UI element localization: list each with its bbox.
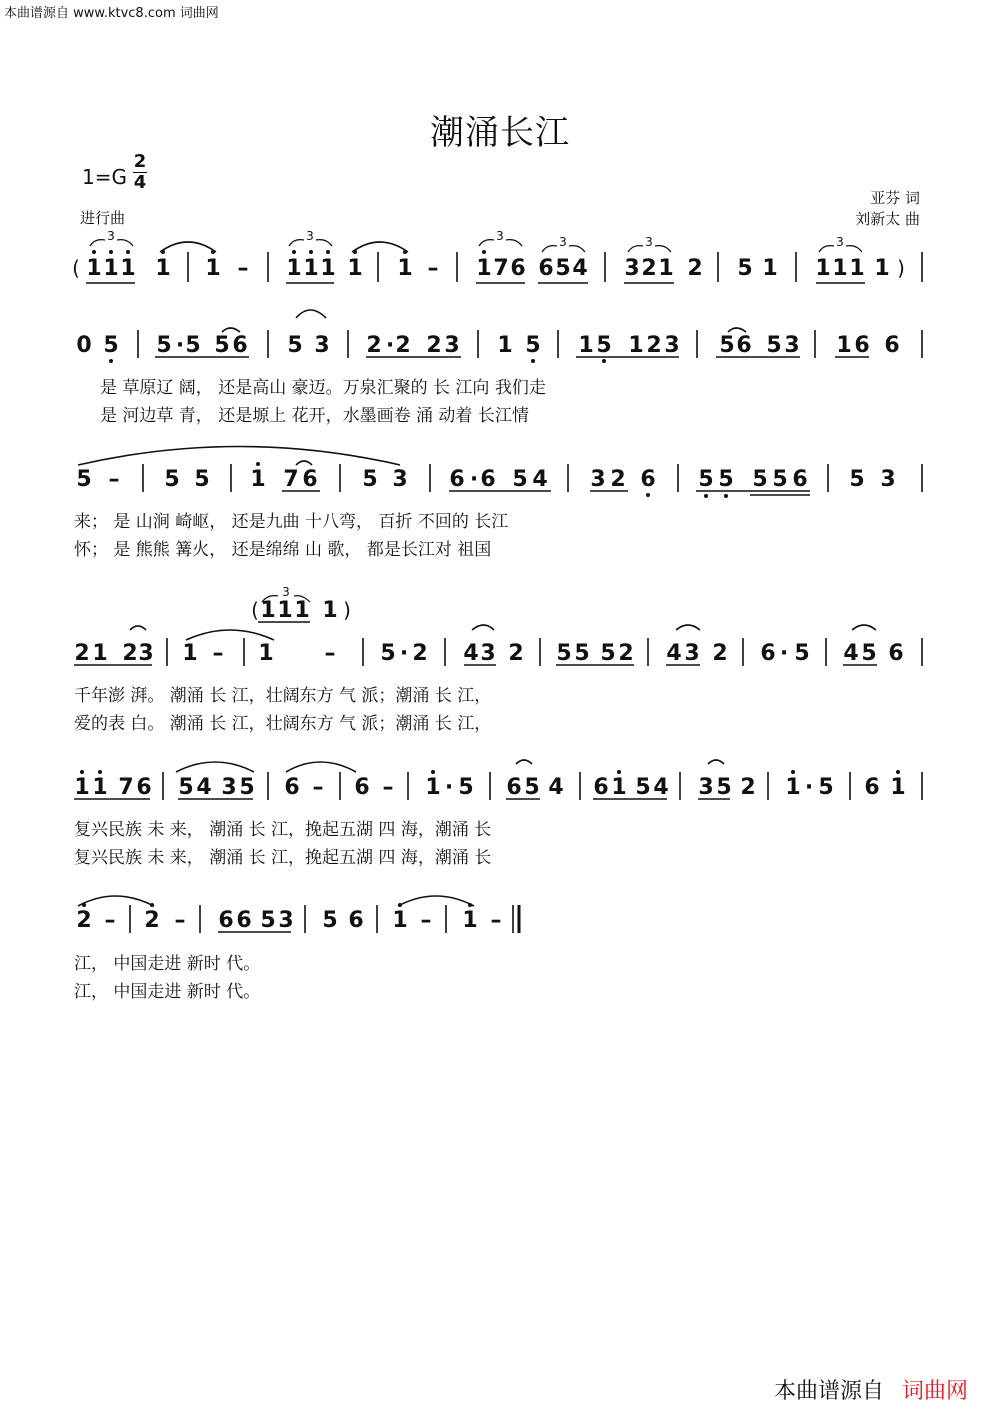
svg-text:6: 6 bbox=[792, 467, 808, 492]
svg-text:6: 6 bbox=[884, 333, 900, 358]
svg-text:2: 2 bbox=[712, 641, 728, 666]
svg-text:5: 5 bbox=[574, 641, 590, 666]
svg-text:5: 5 bbox=[766, 333, 782, 358]
svg-text:1: 1 bbox=[92, 641, 108, 666]
svg-text:3: 3 bbox=[480, 641, 496, 666]
svg-text:5: 5 bbox=[524, 775, 540, 800]
svg-text:5: 5 bbox=[719, 333, 735, 358]
svg-text:6: 6 bbox=[640, 467, 656, 492]
svg-text:3: 3 bbox=[392, 467, 408, 492]
svg-text:·: · bbox=[469, 467, 479, 492]
svg-text:5: 5 bbox=[362, 467, 378, 492]
svg-text:3: 3 bbox=[282, 585, 290, 599]
svg-text:3: 3 bbox=[444, 333, 460, 358]
svg-text:): ) bbox=[897, 256, 905, 280]
svg-text:(: ( bbox=[72, 256, 80, 280]
key-signature: 1=G bbox=[82, 165, 127, 189]
svg-text:1: 1 bbox=[890, 775, 906, 800]
svg-text:2: 2 bbox=[395, 333, 411, 358]
svg-text:3: 3 bbox=[880, 467, 896, 492]
svg-text:1: 1 bbox=[277, 598, 293, 623]
svg-text:1: 1 bbox=[303, 256, 319, 281]
svg-text:1: 1 bbox=[205, 256, 221, 281]
svg-text:1: 1 bbox=[849, 256, 865, 281]
svg-text:6: 6 bbox=[354, 775, 370, 800]
svg-text:–: – bbox=[104, 908, 116, 933]
svg-text:5: 5 bbox=[260, 908, 276, 933]
lyric-row6-verse2: 江， 中国走进 新时 代。 bbox=[74, 982, 261, 1002]
time-bottom: 4 bbox=[133, 172, 147, 193]
svg-text:1: 1 bbox=[103, 256, 119, 281]
svg-text:1: 1 bbox=[250, 467, 266, 492]
svg-text:6: 6 bbox=[736, 333, 752, 358]
svg-text:–: – bbox=[382, 775, 394, 800]
svg-text:1: 1 bbox=[611, 775, 627, 800]
svg-text:2: 2 bbox=[610, 467, 626, 492]
svg-text:·: · bbox=[385, 333, 395, 358]
svg-text:6: 6 bbox=[348, 908, 364, 933]
svg-text:6: 6 bbox=[593, 775, 609, 800]
svg-text:1: 1 bbox=[347, 256, 363, 281]
svg-text:5: 5 bbox=[600, 641, 616, 666]
svg-text:6: 6 bbox=[854, 333, 870, 358]
time-top: 2 bbox=[133, 151, 147, 172]
svg-text:1: 1 bbox=[658, 256, 674, 281]
svg-text:1: 1 bbox=[497, 333, 513, 358]
svg-text:6: 6 bbox=[449, 467, 465, 492]
svg-text:–: – bbox=[324, 641, 336, 666]
footer-watermark bbox=[774, 1374, 968, 1405]
svg-text:5: 5 bbox=[556, 641, 572, 666]
svg-text:1: 1 bbox=[762, 256, 778, 281]
svg-text:5: 5 bbox=[555, 256, 571, 281]
svg-text:5: 5 bbox=[76, 467, 92, 492]
svg-text:2: 2 bbox=[412, 641, 428, 666]
svg-text:2: 2 bbox=[76, 908, 92, 933]
svg-text:6: 6 bbox=[218, 908, 234, 933]
svg-text:1: 1 bbox=[260, 598, 276, 623]
lyric-row2-verse2: 是 河边草 青， 还是塬上 花开，水墨画卷 涌 动着 长江情 bbox=[100, 406, 529, 426]
svg-text:5: 5 bbox=[287, 333, 303, 358]
svg-text:3: 3 bbox=[138, 641, 154, 666]
svg-text:4: 4 bbox=[532, 467, 548, 492]
svg-text:5: 5 bbox=[512, 467, 528, 492]
svg-text:5: 5 bbox=[458, 775, 474, 800]
svg-text:3: 3 bbox=[314, 333, 330, 358]
svg-text:3: 3 bbox=[645, 235, 653, 249]
svg-text:6: 6 bbox=[136, 775, 152, 800]
svg-text:1: 1 bbox=[578, 333, 594, 358]
svg-text:0: 0 bbox=[76, 333, 92, 358]
svg-text:1: 1 bbox=[397, 256, 413, 281]
svg-text:1: 1 bbox=[182, 641, 198, 666]
svg-text:1: 1 bbox=[392, 908, 408, 933]
svg-text:2: 2 bbox=[687, 256, 703, 281]
lyric-row5-verse1: 复兴民族 未 来， 潮涌 长 江，挽起五湖 四 海，潮涌 长 bbox=[74, 820, 492, 840]
svg-text:2: 2 bbox=[366, 333, 382, 358]
svg-text:2: 2 bbox=[641, 256, 657, 281]
svg-text:5: 5 bbox=[849, 467, 865, 492]
svg-text:·: · bbox=[444, 775, 454, 800]
svg-text:5: 5 bbox=[239, 775, 255, 800]
svg-text:1: 1 bbox=[322, 598, 338, 623]
svg-text:6: 6 bbox=[538, 256, 554, 281]
tempo-style: 进行曲 bbox=[80, 209, 126, 227]
svg-text:): ) bbox=[343, 598, 351, 622]
svg-text:1: 1 bbox=[476, 256, 492, 281]
svg-text:4: 4 bbox=[843, 641, 859, 666]
svg-text:7: 7 bbox=[493, 256, 509, 281]
footer-brand: 本曲谱源自 bbox=[773, 1379, 884, 1404]
svg-text:·: · bbox=[779, 641, 789, 666]
svg-text:2: 2 bbox=[426, 333, 442, 358]
svg-text:4: 4 bbox=[653, 775, 669, 800]
svg-text:3: 3 bbox=[590, 467, 606, 492]
svg-text:1: 1 bbox=[785, 775, 801, 800]
svg-text:7: 7 bbox=[118, 775, 134, 800]
svg-text:1: 1 bbox=[258, 641, 274, 666]
svg-text:(: ( bbox=[251, 598, 259, 622]
svg-text:·: · bbox=[804, 775, 814, 800]
svg-text:5: 5 bbox=[178, 775, 194, 800]
svg-text:1: 1 bbox=[92, 775, 108, 800]
svg-text:5: 5 bbox=[185, 333, 201, 358]
svg-text:3: 3 bbox=[684, 641, 700, 666]
svg-text:6: 6 bbox=[510, 256, 526, 281]
svg-text:6: 6 bbox=[506, 775, 522, 800]
svg-text:1: 1 bbox=[286, 256, 302, 281]
svg-text:6: 6 bbox=[236, 908, 252, 933]
svg-text:1: 1 bbox=[320, 256, 336, 281]
svg-text:1: 1 bbox=[155, 256, 171, 281]
svg-text:3: 3 bbox=[107, 229, 115, 243]
svg-text:3: 3 bbox=[664, 333, 680, 358]
svg-text:3: 3 bbox=[836, 235, 844, 249]
svg-text:1: 1 bbox=[425, 775, 441, 800]
lyric-row6-verse1: 江， 中国走进 新时 代。 bbox=[74, 954, 261, 974]
svg-text:3: 3 bbox=[278, 908, 294, 933]
svg-text:1: 1 bbox=[815, 256, 831, 281]
svg-text:5: 5 bbox=[752, 467, 768, 492]
svg-text:3: 3 bbox=[496, 229, 504, 243]
svg-text:–: – bbox=[174, 908, 186, 933]
svg-text:2: 2 bbox=[144, 908, 160, 933]
svg-text:2: 2 bbox=[646, 333, 662, 358]
svg-text:2: 2 bbox=[740, 775, 756, 800]
svg-text:5: 5 bbox=[194, 467, 210, 492]
svg-text:1: 1 bbox=[294, 598, 310, 623]
svg-text:1: 1 bbox=[120, 256, 136, 281]
svg-text:5: 5 bbox=[861, 641, 877, 666]
svg-text:–: – bbox=[237, 256, 249, 281]
svg-text:5: 5 bbox=[737, 256, 753, 281]
svg-text:1: 1 bbox=[836, 333, 852, 358]
svg-text:5: 5 bbox=[380, 641, 396, 666]
svg-text:5: 5 bbox=[818, 775, 834, 800]
composer-credit: 刘新太 曲 bbox=[855, 210, 920, 228]
svg-text:5: 5 bbox=[596, 333, 612, 358]
svg-text:3: 3 bbox=[559, 235, 567, 249]
svg-text:5: 5 bbox=[322, 908, 338, 933]
svg-text:4: 4 bbox=[666, 641, 682, 666]
svg-text:5: 5 bbox=[716, 775, 732, 800]
svg-text:–: – bbox=[312, 775, 324, 800]
svg-text:4: 4 bbox=[196, 775, 212, 800]
svg-text:–: – bbox=[108, 467, 120, 492]
svg-text:5: 5 bbox=[156, 333, 172, 358]
svg-text:–: – bbox=[212, 641, 224, 666]
lyric-row3-verse1: 来； 是 山涧 崎岖， 还是九曲 十八弯， 百折 不回的 长江 bbox=[74, 512, 509, 532]
lyric-row4-verse1: 千年澎 湃。 潮涌 长 江，壮阔东方 气 派；潮涌 长 江， bbox=[74, 686, 492, 706]
lyricist-credit: 亚芬 词 bbox=[870, 189, 920, 207]
svg-text:1: 1 bbox=[462, 908, 478, 933]
svg-text:2: 2 bbox=[508, 641, 524, 666]
footer-site-name: 词曲网 bbox=[901, 1379, 968, 1404]
svg-text:5: 5 bbox=[698, 467, 714, 492]
svg-text:2: 2 bbox=[122, 641, 138, 666]
lyric-row5-verse2: 复兴民族 未 来， 潮涌 长 江，挽起五湖 四 海，潮涌 长 bbox=[74, 848, 492, 868]
svg-text:5: 5 bbox=[103, 333, 119, 358]
svg-text:3: 3 bbox=[784, 333, 800, 358]
svg-text:6: 6 bbox=[864, 775, 880, 800]
lyric-row4-verse2: 爱的表 白。 潮涌 长 江，壮阔东方 气 派；潮涌 长 江， bbox=[74, 714, 492, 734]
svg-text:5: 5 bbox=[635, 775, 651, 800]
svg-text:3: 3 bbox=[698, 775, 714, 800]
svg-text:5: 5 bbox=[772, 467, 788, 492]
svg-text:5: 5 bbox=[525, 333, 541, 358]
svg-text:4: 4 bbox=[548, 775, 564, 800]
lyric-row3-verse2: 怀； 是 熊熊 篝火， 还是绵绵 山 歌， 都是长江对 祖国 bbox=[74, 540, 492, 560]
svg-text:1: 1 bbox=[74, 775, 90, 800]
lyric-row2-verse1: 是 草原辽 阔， 还是高山 豪迈。万泉汇聚的 长 江向 我们走 bbox=[100, 378, 546, 398]
svg-text:–: – bbox=[420, 908, 432, 933]
svg-text:5: 5 bbox=[794, 641, 810, 666]
svg-text:2: 2 bbox=[74, 641, 90, 666]
svg-text:5: 5 bbox=[164, 467, 180, 492]
svg-text:1: 1 bbox=[832, 256, 848, 281]
source-banner: 本曲谱源自 www.ktvc8.com 词曲网 bbox=[4, 6, 219, 21]
svg-text:7: 7 bbox=[283, 467, 299, 492]
svg-text:1: 1 bbox=[628, 333, 644, 358]
svg-text:6: 6 bbox=[232, 333, 248, 358]
svg-text:3: 3 bbox=[306, 229, 314, 243]
svg-text:4: 4 bbox=[463, 641, 479, 666]
svg-text:1: 1 bbox=[874, 256, 890, 281]
svg-text:4: 4 bbox=[572, 256, 588, 281]
svg-text:·: · bbox=[399, 641, 409, 666]
svg-text:6: 6 bbox=[284, 775, 300, 800]
svg-text:·: · bbox=[175, 333, 185, 358]
svg-text:5: 5 bbox=[214, 333, 230, 358]
svg-text:3: 3 bbox=[221, 775, 237, 800]
svg-text:6: 6 bbox=[888, 641, 904, 666]
svg-text:6: 6 bbox=[760, 641, 776, 666]
svg-text:1: 1 bbox=[86, 256, 102, 281]
svg-text:5: 5 bbox=[718, 467, 734, 492]
svg-text:6: 6 bbox=[302, 467, 318, 492]
svg-text:6: 6 bbox=[480, 467, 496, 492]
svg-text:–: – bbox=[490, 908, 502, 933]
svg-text:2: 2 bbox=[618, 641, 634, 666]
svg-text:3: 3 bbox=[624, 256, 640, 281]
svg-text:–: – bbox=[427, 256, 439, 281]
song-title: 潮涌长江 bbox=[430, 113, 570, 153]
